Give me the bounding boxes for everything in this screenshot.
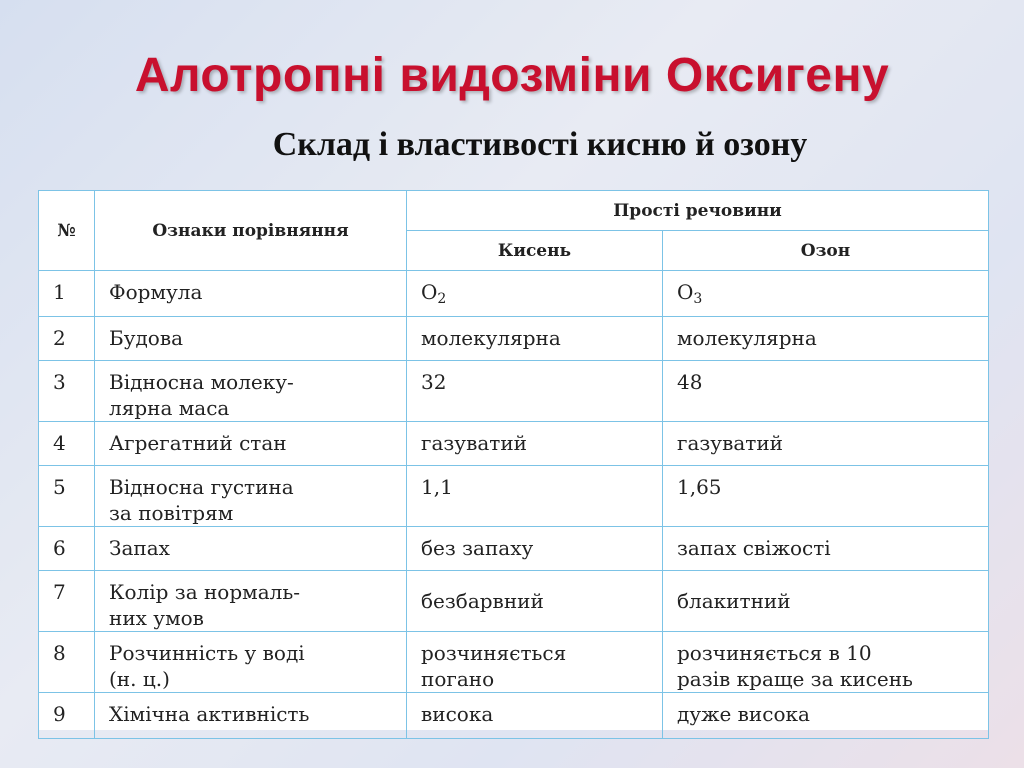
row-num: 6 xyxy=(39,527,95,571)
row-ozone: 1,65 xyxy=(663,466,989,527)
table-row xyxy=(39,466,989,527)
row-oxygen xyxy=(407,271,663,317)
table-row xyxy=(39,361,989,422)
row-feature xyxy=(95,466,407,527)
slide-subtitle: Склад і властивості кисню й озону xyxy=(272,126,808,163)
feature-line-1: Відносна молеку- xyxy=(109,370,294,394)
formula-base: O xyxy=(677,280,694,304)
table-row xyxy=(39,422,989,466)
feature-line-2: (н. ц.) xyxy=(109,667,170,691)
comparison-table xyxy=(38,190,989,739)
table-row xyxy=(39,317,989,361)
row-oxygen: молекулярна xyxy=(407,317,663,361)
formula-sub: 2 xyxy=(437,291,447,307)
row-feature: Агрегатний стан xyxy=(95,422,407,466)
comparison-table-container xyxy=(38,190,988,730)
row-feature xyxy=(95,361,407,422)
feature-line-1: Відносна густина xyxy=(109,475,294,499)
feature-line-1: Колір за нормаль- xyxy=(109,580,300,604)
table-row xyxy=(39,571,989,632)
row-oxygen: висока xyxy=(407,693,663,739)
row-feature: Будова xyxy=(95,317,407,361)
table-row xyxy=(39,693,989,739)
slide-title: Алотропні видозміни Оксигену xyxy=(134,49,890,102)
feature-line-1: Розчинність у воді xyxy=(109,641,305,665)
header-oxygen: Кисень xyxy=(407,231,663,271)
row-ozone: дуже висока xyxy=(663,693,989,739)
row-oxygen: 32 xyxy=(407,361,663,422)
row-oxygen: безбарвний xyxy=(407,571,663,632)
row-oxygen: без запаху xyxy=(407,527,663,571)
ozone-line-1: розчиняється в 10 xyxy=(677,641,872,665)
row-ozone: блакитний xyxy=(663,571,989,632)
row-ozone: газуватий xyxy=(663,422,989,466)
oxygen-line-2: погано xyxy=(421,667,495,691)
row-num: 5 xyxy=(39,466,95,527)
row-feature xyxy=(95,632,407,693)
row-ozone: 48 xyxy=(663,361,989,422)
row-oxygen: 1,1 xyxy=(407,466,663,527)
header-ozone: Озон xyxy=(663,231,989,271)
formula-base: O xyxy=(421,280,438,304)
feature-line-2: за повітрям xyxy=(109,501,234,525)
row-feature: Формула xyxy=(95,271,407,317)
row-feature: Запах xyxy=(95,527,407,571)
row-num: 3 xyxy=(39,361,95,422)
header-group: Прості речовини xyxy=(407,191,989,231)
ozone-line-2: разів краще за кисень xyxy=(677,667,913,691)
header-num: № xyxy=(39,191,95,271)
header-features: Ознаки порівняння xyxy=(95,191,407,271)
row-num: 1 xyxy=(39,271,95,317)
table-row xyxy=(39,527,989,571)
row-feature: Хімічна активність xyxy=(95,693,407,739)
row-num: 4 xyxy=(39,422,95,466)
row-oxygen xyxy=(407,632,663,693)
row-feature xyxy=(95,571,407,632)
row-num: 9 xyxy=(39,693,95,739)
feature-line-2: них умов xyxy=(109,606,204,630)
feature-line-2: лярна маса xyxy=(109,396,230,420)
table-row xyxy=(39,271,989,317)
row-oxygen: газуватий xyxy=(407,422,663,466)
table-row xyxy=(39,632,989,693)
row-num: 8 xyxy=(39,632,95,693)
row-ozone: запах свіжості xyxy=(663,527,989,571)
row-ozone xyxy=(663,271,989,317)
formula-sub: 3 xyxy=(693,291,703,307)
row-ozone: молекулярна xyxy=(663,317,989,361)
row-num: 7 xyxy=(39,571,95,632)
oxygen-line-1: розчиняється xyxy=(421,641,567,665)
row-ozone xyxy=(663,632,989,693)
row-num: 2 xyxy=(39,317,95,361)
